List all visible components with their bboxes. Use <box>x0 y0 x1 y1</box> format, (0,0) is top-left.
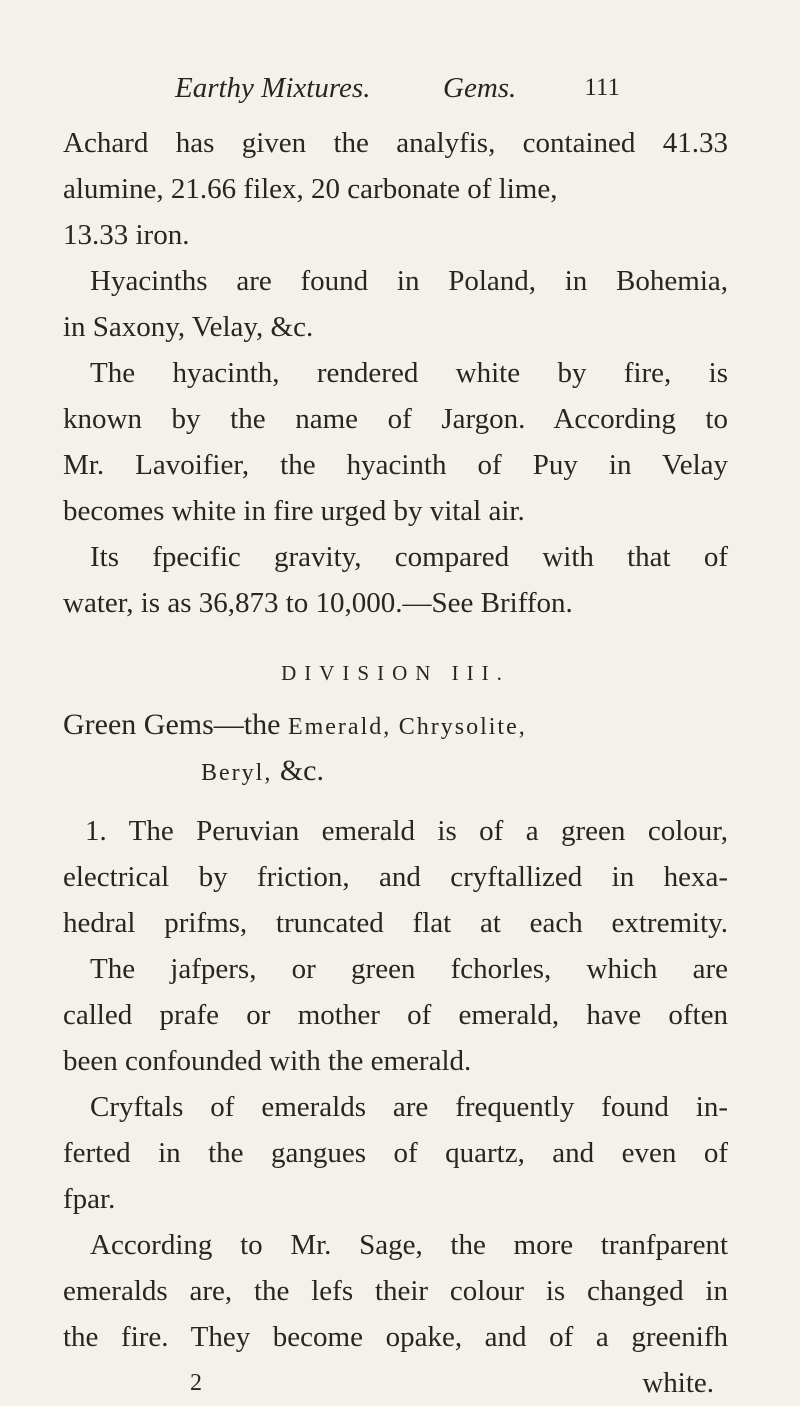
text-line: fpar. <box>63 1183 116 1215</box>
text-line: Mr. Lavoifier, the hyacinth of Puy in Velay <box>63 449 728 481</box>
section-title-line-2 <box>63 748 728 794</box>
text-line: been confounded with the emerald. <box>63 1045 472 1077</box>
page-body <box>63 120 728 1406</box>
section-title-line-1 <box>63 702 728 748</box>
text-line: electrical by friction, and cryftallized in hexa- <box>63 861 728 893</box>
text-line: 1. The Peruvian emerald is of a green colour, <box>85 815 728 847</box>
header-right: Gems. <box>443 72 517 104</box>
section-title-beryl: Beryl, <box>201 760 273 786</box>
catchword: white. <box>642 1367 714 1399</box>
text-line: called prafe or mother of emerald, have often <box>63 999 728 1031</box>
text-line: the fire. They become opake, and of a greenifh <box>63 1321 728 1353</box>
text-line: ferted in the gangues of quartz, and even of <box>63 1137 728 1169</box>
text-line: According to Mr. Sage, the more tranfparent <box>90 1229 728 1261</box>
section-title-prefix: Green Gems—the <box>63 708 288 741</box>
text-line: Hyacinths are found in Poland, in Bohemia, <box>90 265 728 297</box>
signature-mark: 2 <box>190 1370 202 1396</box>
section-title-chrysolite: Chrysolite, <box>398 714 527 740</box>
text-line: emeralds are, the lefs their colour is changed in <box>63 1275 728 1307</box>
text-line: The hyacinth, rendered white by fire, is <box>90 357 728 389</box>
page-footer <box>63 1360 728 1406</box>
text-line: known by the name of Jargon. According to <box>63 403 728 435</box>
text-line: 13.33 iron. <box>63 219 190 251</box>
text-line: Achard has given the analyfis, contained 41.33 <box>63 127 728 159</box>
page-number: 111 <box>584 74 620 101</box>
spacer <box>63 794 728 808</box>
section-title-emerald: Emerald, <box>287 714 392 740</box>
header-left: Earthy Mixtures. <box>175 72 371 104</box>
running-header <box>175 72 620 112</box>
text-line: in Saxony, Velay, &c. <box>63 311 314 343</box>
text-line: hedral prifms, truncated flat at each extremity. <box>63 907 728 939</box>
text-line: The jafpers, or green fchorles, which are <box>90 953 728 985</box>
text-line: Cryftals of emeralds are frequently found in- <box>90 1091 728 1123</box>
division-heading: DIVISION III. <box>281 661 510 685</box>
text-line: Its fpecific gravity, compared with that of <box>90 541 728 573</box>
text-line: water, is as 36,873 to 10,000.—See Briffon. <box>63 587 573 619</box>
text-line: alumine, 21.66 filex, 20 carbonate of lime, <box>63 173 558 205</box>
section-title-etc: &c. <box>279 754 324 787</box>
text-line: becomes white in fire urged by vital air. <box>63 495 525 527</box>
